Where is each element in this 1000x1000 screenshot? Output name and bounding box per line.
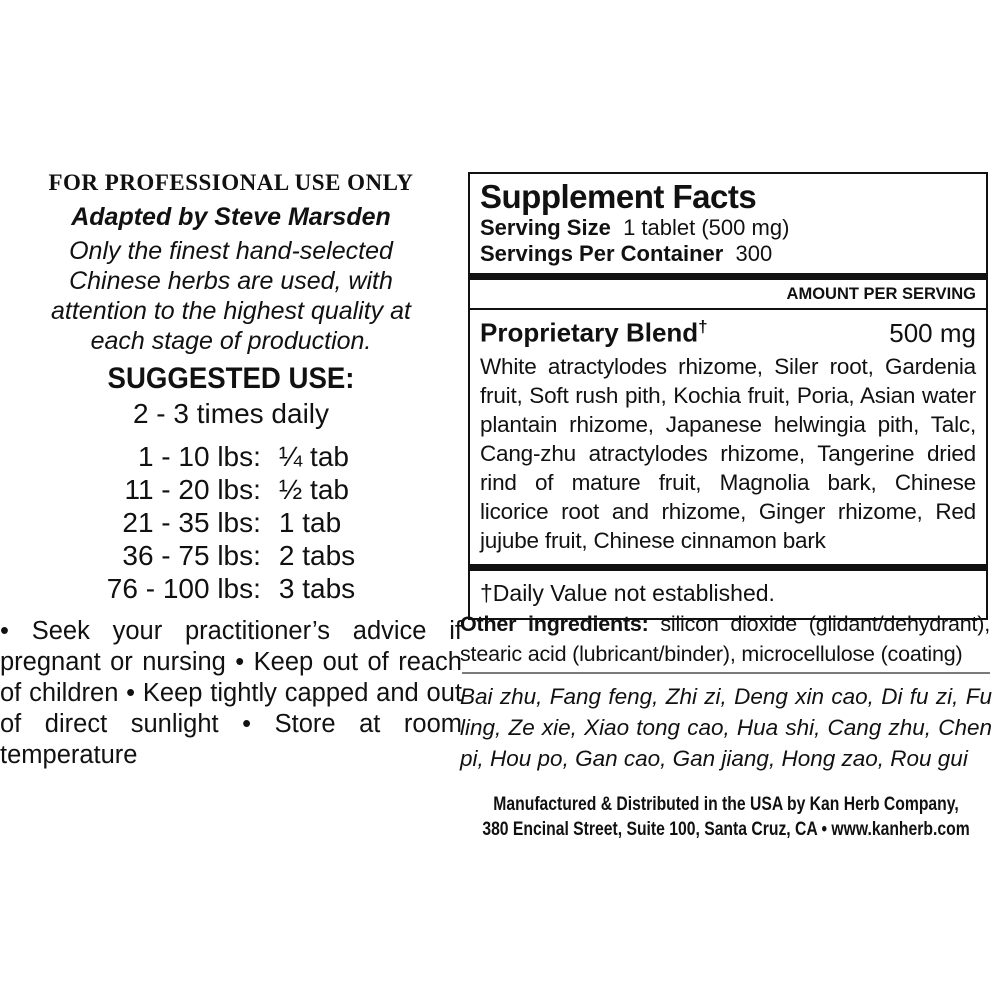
dagger-symbol: †: [698, 317, 708, 336]
serving-size-label: Serving Size: [480, 215, 611, 240]
blend-name: [480, 317, 708, 349]
amount-per-serving-header: AMOUNT PER SERVING: [470, 280, 986, 310]
dosage-amount: 2 tabs: [278, 540, 356, 571]
dosage-range: 1 - 10 lbs:: [137, 441, 261, 472]
manufacturer-line2: 380 Encinal Street, Suite 100, Santa Cruz, CA • www.kanherb.com: [482, 818, 970, 840]
suggested-use-heading: SUGGESTED USE:: [107, 362, 355, 395]
servings-value: 300: [735, 241, 773, 266]
servings-per-container-line: [480, 241, 976, 267]
blend-ingredients-paragraph: White atractylodes rhizome, Siler root, Gardenia fruit, Soft rush pith, Kochia fruit, Poria, Asian water plantain rhizome, Japanese helwingia pith, Talc, Cang-zhu atractylodes rhizome, Tangerine dried rind of mature fruit, Magnolia bark, Chinese licorice root and rhizome, Ginger rhizome, Red jujube fruit, Chinese cinnamon bark: [480, 353, 976, 553]
dosage-amount: 3 tabs: [278, 573, 356, 604]
serving-size-value: 1 tablet (500 mg): [623, 215, 790, 240]
dosage-range: 36 - 75 lbs:: [122, 540, 261, 571]
pinyin-herb-names: Bai zhu, Fang feng, Zhi zi, Deng xin cao, Di fu zi, Fu ling, Ze xie, Xiao tong cao, Hua shi, Cang zhu, Chen pi, Hou po, Gan cao, Gan jiang, Hong zao, Rou gui: [460, 684, 992, 771]
dosage-amount: 1 tab: [278, 507, 342, 538]
other-ingredients-text: silicon dioxide (glidant/dehydrant), stearic acid (lubricant/binder), microcellulose (coating): [460, 612, 990, 666]
manufacturer-info: [460, 792, 992, 842]
dosage-amount: ½ tab: [278, 474, 349, 505]
adapted-by-line: Adapted by Steve Marsden: [71, 203, 391, 231]
dosage-table: [107, 440, 355, 605]
dosage-range: 11 - 20 lbs:: [124, 474, 261, 505]
blend-name-text: Proprietary Blend: [480, 317, 699, 348]
thick-divider-bar: [470, 273, 986, 280]
other-ingredients-paragraph: [460, 609, 990, 669]
proprietary-blend-row: [470, 310, 986, 349]
left-panel: [0, 170, 462, 771]
daily-value-note: †Daily Value not established.: [480, 579, 775, 606]
supplement-facts-box: [468, 172, 988, 620]
quality-note: Only the finest hand-selected Chinese herbs are used, with attention to the highest quality at each stage of production.: [51, 237, 411, 355]
other-ingredients-label: Other ingredients:: [460, 612, 649, 636]
dosage-amount: ¼ tab: [278, 441, 349, 472]
facts-title: Supplement Facts: [480, 178, 757, 215]
facts-header: [470, 174, 986, 273]
thick-divider-bar: [470, 564, 986, 571]
blend-amount: 500 mg: [889, 317, 976, 348]
frequency-line: 2 - 3 times daily: [132, 398, 330, 429]
dosage-range: 21 - 35 lbs:: [122, 507, 261, 538]
professional-use-heading: FOR PROFESSIONAL USE ONLY: [48, 170, 414, 195]
horizontal-rule: [462, 672, 990, 674]
manufacturer-line1: Manufactured & Distributed in the USA by Kan Herb Company,: [493, 793, 959, 815]
dosage-range: 76 - 100 lbs:: [106, 573, 261, 604]
cautions-paragraph: • Seek your practitioner’s advice if pregnant or nursing • Keep out of reach of children • Keep tightly capped and out of direct sunlight • Store at room temperature: [0, 617, 462, 769]
servings-label: Servings Per Container: [480, 241, 724, 266]
serving-size-line: [480, 215, 976, 241]
